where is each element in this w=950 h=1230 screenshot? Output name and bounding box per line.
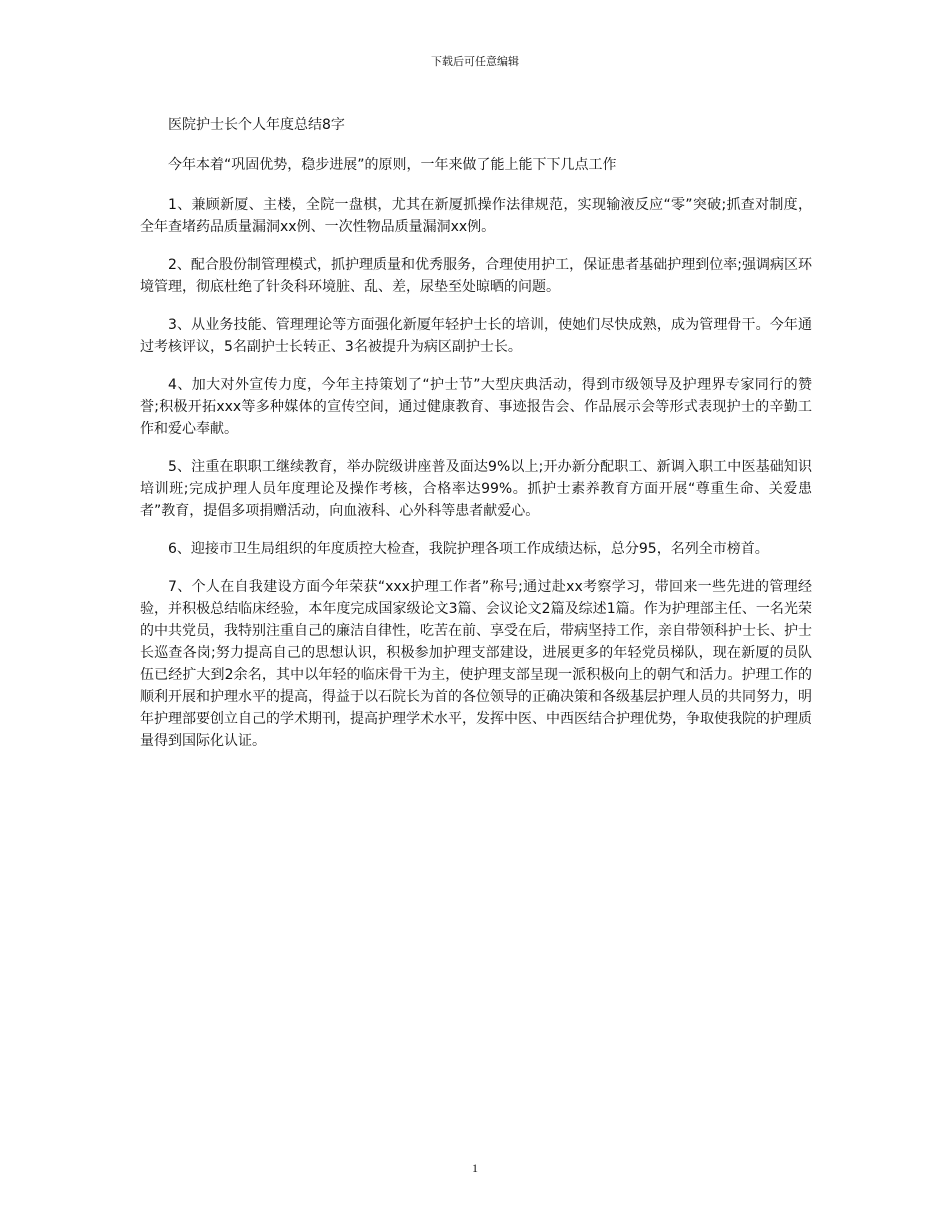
paragraph-7: 7、个人在自我建设方面今年荣获“xxx护理工作者”称号;通过赴xx考察学习，带回来一些先进的管理经验，并积极总结临床经验，本年度完成国家级论文3篇、会议论文2篇及综述1篇。作为护理部主任、一名光荣的中共党员，我特别注重自己的廉洁自律性，吃苦在前、享受在后，带病坚持工作，亲自带领科护士长、护士长巡查各岗;努力提高自己的思想认识，积极参加护理支部建设，进展更多的年轻党员梯队，现在新厦的员队伍已经扩大到2余名，其中以年轻的临床骨干为主，使护理支部呈现一派积极向上的朝气和活力。护理工作的顺利开展和护理水平的提高，得益于以石院长为首的各位领导的正确决策和各级基层护理人员的共同努力，明年护理部要创立自己的学术期刊，提高护理学术水平，发挥中医、中西医结合护理优势，争取使我院的护理质量得到国际化认证。 (140, 579, 812, 749)
page-header-note: 下载后可任意编辑 (431, 55, 519, 68)
paragraph-4: 4、加大对外宣传力度，今年主持策划了“护士节”大型庆典活动，得到市级领导及护理界专家同行的赞誉;积极开拓xxx等多种媒体的宣传空间，通过健康教育、事迹报告会、作品展示会等形式表现护士的辛勤工作和爱心奉献。 (140, 377, 812, 437)
paragraph-2: 2、配合股份制管理模式，抓护理质量和优秀服务，合理使用护工，保证患者基础护理到位率;强调病区环境管理，彻底杜绝了针灸科环境脏、乱、差，尿垫至处晾晒的问题。 (140, 257, 812, 295)
paragraph-3: 3、从业务技能、管理理论等方面强化新厦年轻护士长的培训，使她们尽快成熟，成为管理骨干。今年通过考核评议，5名副护士长转正、3名被提升为病区副护士长。 (140, 317, 812, 355)
intro-paragraph: 今年本着“巩固优势，稳步进展”的原则，一年来做了能上能下下几点工作 (168, 157, 617, 173)
page-number: 1 (472, 1161, 478, 1175)
document-body (140, 114, 812, 768)
paragraph-5: 5、注重在职职工继续教育，举办院级讲座普及面达9%以上;开办新分配职工、新调入职工中医基础知识培训班;完成护理人员年度理论及操作考核，合格率达99%。抓护士素养教育方面开展“尊重生命、关爱患者”教育，提倡多项捐赠活动，向血液科、心外科等患者献爱心。 (140, 459, 812, 519)
paragraph-1: 1、兼顾新厦、主楼，全院一盘棋，尤其在新厦抓操作法律规范，实现输液反应“零”突破;抓查对制度，全年查堵药品质量漏洞xx例、一次性物品质量漏洞xx例。 (140, 197, 812, 235)
paragraph-6: 6、迎接市卫生局组织的年度质控大检查，我院护理各项工作成绩达标，总分95，名列全市榜首。 (168, 541, 769, 557)
document-title: 医院护士长个人年度总结8字 (168, 117, 345, 133)
